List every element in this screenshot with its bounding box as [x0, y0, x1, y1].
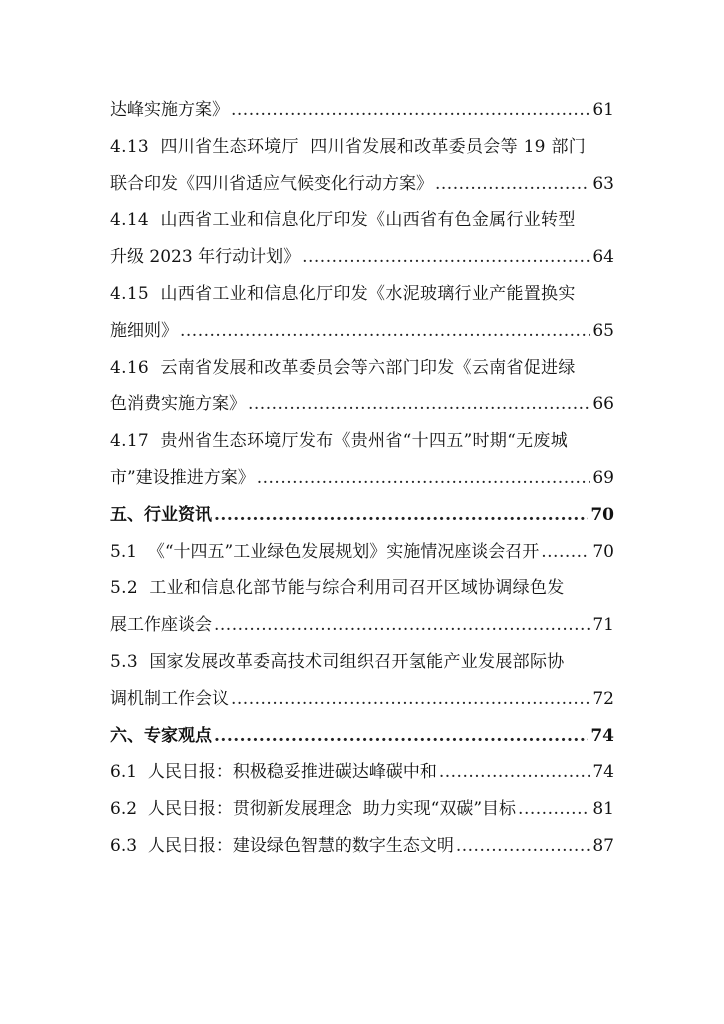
toc-entry-text: 6.1 人民日报：积极稳妥推进碳达峰碳中和 — [110, 762, 437, 783]
toc-line[interactable] — [110, 460, 614, 497]
page-number: 74 — [592, 762, 614, 783]
toc-line[interactable] — [110, 239, 614, 276]
dot-leader — [435, 166, 590, 203]
toc-line[interactable] — [110, 607, 614, 644]
page-number: 70 — [590, 504, 614, 525]
page-number: 64 — [592, 247, 614, 268]
toc-line[interactable] — [110, 276, 614, 313]
toc-entry-text: 六、专家观点 — [110, 725, 212, 746]
toc-line[interactable] — [110, 497, 614, 534]
toc-line[interactable] — [110, 791, 614, 828]
dot-leader — [257, 460, 591, 497]
toc-line[interactable] — [110, 754, 614, 791]
page-number: 81 — [592, 799, 614, 820]
toc-line[interactable] — [110, 644, 614, 681]
toc-entry-text: 市”建设推进方案》 — [110, 467, 255, 488]
toc-line[interactable] — [110, 534, 614, 571]
toc-line[interactable] — [110, 828, 614, 865]
toc-entry-text: 五、行业资讯 — [110, 504, 212, 525]
dot-leader — [231, 681, 590, 718]
toc-line[interactable] — [110, 423, 614, 460]
toc-entry-text: 展工作座谈会 — [110, 615, 212, 636]
page-number: 66 — [592, 394, 614, 415]
toc-entry-text: 调机制工作会议 — [110, 688, 229, 709]
toc-entry-text: 4.15 山西省工业和信息化厅印发《水泥玻璃行业产能置换实 — [110, 283, 576, 304]
page-number: 74 — [590, 725, 614, 746]
toc-entry-text: 5.3 国家发展改革委高技术司组织召开氢能产业发展部际协 — [110, 651, 565, 672]
toc-line[interactable] — [110, 166, 614, 203]
page-number: 72 — [592, 688, 614, 709]
toc-line[interactable] — [110, 681, 614, 718]
dot-leader — [180, 313, 590, 350]
toc-entry-text: 施细则》 — [110, 320, 178, 341]
toc-line[interactable] — [110, 313, 614, 350]
page-number: 71 — [592, 615, 614, 636]
toc-entry-text: 4.16 云南省发展和改革委员会等六部门印发《云南省促进绿 — [110, 357, 576, 378]
dot-leader — [248, 386, 590, 423]
dot-leader — [214, 718, 588, 755]
toc-entry-text: 6.2 人民日报：贯彻新发展理念 助力实现“双碳”目标 — [110, 799, 517, 820]
page-number: 87 — [592, 835, 614, 856]
dot-leader — [439, 754, 591, 791]
toc-entry-text: 升级 2023 年行动计划》 — [110, 247, 301, 268]
toc-entry-text: 色消费实施方案》 — [110, 394, 246, 415]
toc-entry-text: 4.17 贵州省生态环境厅发布《贵州省“十四五”时期“无废城 — [110, 431, 569, 452]
toc-entry-text: 4.14 山西省工业和信息化厅印发《山西省有色金属行业转型 — [110, 210, 576, 231]
page-number: 65 — [592, 320, 614, 341]
toc-entry-text: 4.13 四川省生态环境厅 四川省发展和改革委员会等 19 部门 — [110, 136, 587, 157]
table-of-contents — [110, 92, 614, 865]
page-number: 69 — [592, 467, 614, 488]
dot-leader — [456, 828, 591, 865]
toc-line[interactable] — [110, 129, 614, 166]
toc-line[interactable] — [110, 718, 614, 755]
toc-line[interactable] — [110, 92, 614, 129]
toc-line[interactable] — [110, 202, 614, 239]
dot-leader — [214, 607, 590, 644]
toc-line[interactable] — [110, 570, 614, 607]
toc-entry-text: 联合印发《四川省适应气候变化行动方案》 — [110, 173, 433, 194]
toc-entry-text: 5.1 《“十四五”工业绿色发展规划》实施情况座谈会召开 — [110, 541, 540, 562]
dot-leader — [214, 497, 588, 534]
toc-entry-text: 达峰实施方案》 — [110, 100, 229, 120]
page-number: 63 — [592, 173, 614, 194]
page-number: 70 — [592, 541, 614, 562]
dot-leader — [541, 534, 590, 571]
toc-entry-text: 5.2 工业和信息化部节能与综合利用司召开区域协调绿色发 — [110, 578, 565, 599]
toc-entry-text: 6.3 人民日报：建设绿色智慧的数字生态文明 — [110, 835, 454, 856]
toc-line[interactable] — [110, 386, 614, 423]
dot-leader — [302, 239, 590, 276]
toc-line[interactable] — [110, 350, 614, 387]
dot-leader — [518, 791, 590, 828]
page-number: 61 — [592, 100, 614, 120]
dot-leader — [231, 92, 590, 129]
